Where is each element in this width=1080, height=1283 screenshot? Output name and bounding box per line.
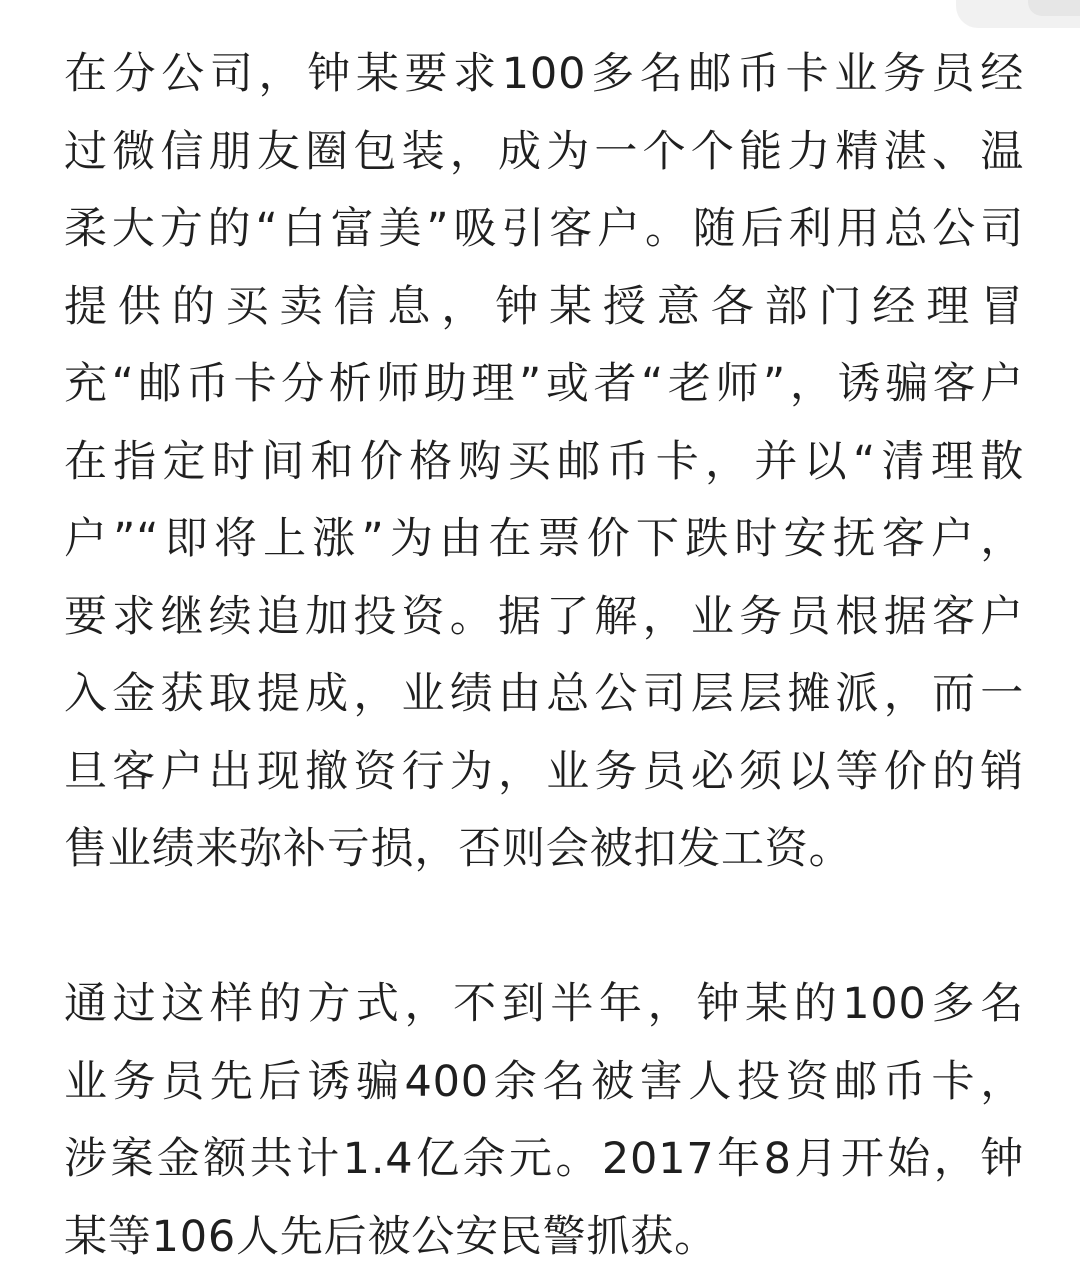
top-right-overlay-tab[interactable] bbox=[956, 0, 1080, 28]
paragraph-line: 通过这样的方式，不到半年，钟某的100多名 bbox=[64, 979, 1024, 1029]
paragraph-line: 某等106人先后被公安民警抓获。 bbox=[64, 1211, 718, 1262]
paragraph-line: 在分公司，钟某要求100多名邮币卡业务员经 bbox=[64, 49, 1024, 99]
paragraph-line: 涉案金额共计1.4亿余元。2017年8月开始，钟 bbox=[64, 1134, 1024, 1184]
paragraph-line: 售业绩来弥补亏损，否则会被扣发工资。 bbox=[64, 824, 853, 874]
paragraph-line: 业务员先后诱骗400余名被害人投资邮币卡， bbox=[64, 1056, 1024, 1107]
paragraph-2 bbox=[64, 966, 1024, 1276]
paragraph-line: 要求继续追加投资。据了解，业务员根据客户 bbox=[64, 591, 1024, 642]
paragraph-1 bbox=[64, 36, 1024, 889]
paragraph-line: 充“邮币卡分析师助理”或者“老师”，诱骗客户 bbox=[64, 359, 1024, 409]
paragraph-line: 在指定时间和价格购买邮币卡，并以“清理散 bbox=[64, 436, 1024, 487]
paragraph-spacer bbox=[64, 889, 1024, 967]
paragraph-line: 过微信朋友圈包装，成为一个个能力精湛、温 bbox=[64, 126, 1024, 177]
article-body bbox=[64, 36, 1024, 1276]
paragraph-line: 旦客户出现撤资行为，业务员必须以等价的销 bbox=[64, 746, 1024, 797]
paragraph-line: 入金获取提成，业绩由总公司层层摊派，而一 bbox=[64, 669, 1024, 719]
paragraph-line: 提供的买卖信息，钟某授意各部门经理冒 bbox=[64, 281, 1024, 332]
paragraph-line: 柔大方的“白富美”吸引客户。随后利用总公司 bbox=[64, 204, 1024, 254]
paragraph-line: 户”“即将上涨”为由在票价下跌时安抚客户， bbox=[64, 514, 1024, 564]
